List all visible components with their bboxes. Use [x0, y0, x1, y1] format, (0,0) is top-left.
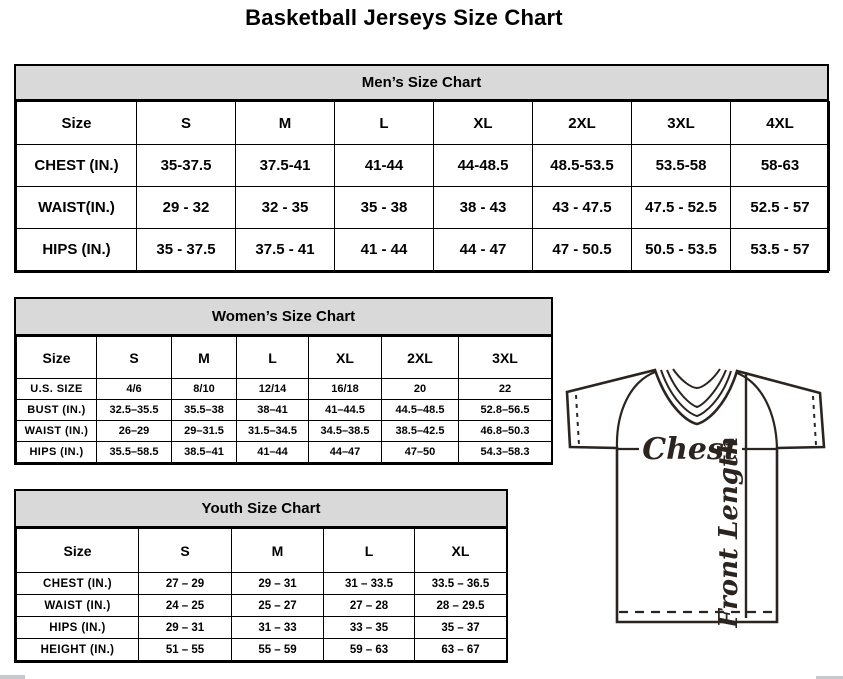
- size-value-cell: 31 – 33: [232, 617, 324, 639]
- row-label: BUST (IN.): [17, 400, 97, 421]
- size-value-cell: 12/14: [237, 379, 309, 400]
- column-header: S: [139, 529, 232, 573]
- table-row: [17, 617, 507, 639]
- table-row: [17, 379, 552, 400]
- row-label: HIPS (IN.): [17, 229, 137, 271]
- size-value-cell: 54.3–58.3: [459, 442, 552, 463]
- row-label: WAIST(IN.): [17, 187, 137, 229]
- size-value-cell: 52.5 - 57: [731, 187, 830, 229]
- column-header: 4XL: [731, 102, 830, 145]
- size-value-cell: 20: [382, 379, 459, 400]
- size-value-cell: 35-37.5: [137, 145, 236, 187]
- corner-header: Size: [17, 529, 139, 573]
- bottom-left-artifact: [0, 675, 25, 679]
- column-header: XL: [415, 529, 507, 573]
- row-label: HEIGHT (IN.): [17, 639, 139, 661]
- size-value-cell: 38 - 43: [434, 187, 533, 229]
- size-value-cell: 25 – 27: [232, 595, 324, 617]
- size-value-cell: 35.5–58.5: [97, 442, 172, 463]
- youth-size-chart: [14, 489, 508, 663]
- size-value-cell: 44-48.5: [434, 145, 533, 187]
- size-value-cell: 52.8–56.5: [459, 400, 552, 421]
- size-value-cell: 59 – 63: [324, 639, 415, 661]
- column-header: L: [324, 529, 415, 573]
- size-value-cell: 38–41: [237, 400, 309, 421]
- column-header: 2XL: [533, 102, 632, 145]
- column-header: L: [335, 102, 434, 145]
- size-value-cell: 31.5–34.5: [237, 421, 309, 442]
- size-value-cell: 58-63: [731, 145, 830, 187]
- youth-chart-header: Youth Size Chart: [16, 491, 506, 528]
- size-value-cell: 29–31.5: [172, 421, 237, 442]
- column-header: S: [137, 102, 236, 145]
- column-header: M: [236, 102, 335, 145]
- size-value-cell: 41–44: [237, 442, 309, 463]
- size-value-cell: 35 - 37.5: [137, 229, 236, 271]
- size-value-cell: 38.5–42.5: [382, 421, 459, 442]
- table-row: [17, 639, 507, 661]
- table-row: [17, 595, 507, 617]
- row-label: U.S. SIZE: [17, 379, 97, 400]
- jersey-measurement-diagram: [556, 360, 840, 628]
- chest-label: Chest: [642, 432, 738, 467]
- size-value-cell: 32.5–35.5: [97, 400, 172, 421]
- size-value-cell: 27 – 29: [139, 573, 232, 595]
- table-row: [17, 442, 552, 463]
- size-value-cell: 55 – 59: [232, 639, 324, 661]
- row-label: HIPS (IN.): [17, 617, 139, 639]
- table-row: [17, 573, 507, 595]
- size-value-cell: 47 - 50.5: [533, 229, 632, 271]
- size-value-cell: 32 - 35: [236, 187, 335, 229]
- row-label: CHEST (IN.): [17, 145, 137, 187]
- column-header: XL: [309, 337, 382, 379]
- size-value-cell: 31 – 33.5: [324, 573, 415, 595]
- size-value-cell: 47.5 - 52.5: [632, 187, 731, 229]
- jersey-outline: [567, 370, 824, 622]
- size-value-cell: 41 - 44: [335, 229, 434, 271]
- column-header: S: [97, 337, 172, 379]
- size-value-cell: 35 - 38: [335, 187, 434, 229]
- column-header: XL: [434, 102, 533, 145]
- size-value-cell: 50.5 - 53.5: [632, 229, 731, 271]
- size-value-cell: 41-44: [335, 145, 434, 187]
- column-header: 3XL: [459, 337, 552, 379]
- mens-chart-header: Men’s Size Chart: [16, 66, 827, 101]
- size-value-cell: 22: [459, 379, 552, 400]
- row-label: WAIST (IN.): [17, 421, 97, 442]
- womens-size-table: [16, 336, 552, 463]
- size-value-cell: 28 – 29.5: [415, 595, 507, 617]
- size-value-cell: 16/18: [309, 379, 382, 400]
- size-value-cell: 29 - 32: [137, 187, 236, 229]
- size-value-cell: 33 – 35: [324, 617, 415, 639]
- table-row: [17, 187, 830, 229]
- column-header: 3XL: [632, 102, 731, 145]
- size-value-cell: 24 – 25: [139, 595, 232, 617]
- size-value-cell: 63 – 67: [415, 639, 507, 661]
- size-value-cell: 44 - 47: [434, 229, 533, 271]
- size-value-cell: 34.5–38.5: [309, 421, 382, 442]
- womens-chart-header: Women’s Size Chart: [16, 299, 551, 336]
- size-value-cell: 53.5-58: [632, 145, 731, 187]
- size-value-cell: 37.5-41: [236, 145, 335, 187]
- row-label: HIPS (IN.): [17, 442, 97, 463]
- size-value-cell: 35.5–38: [172, 400, 237, 421]
- size-value-cell: 29 – 31: [232, 573, 324, 595]
- row-label: CHEST (IN.): [17, 573, 139, 595]
- corner-header: Size: [17, 337, 97, 379]
- corner-header: Size: [17, 102, 137, 145]
- front-length-label: Front Length: [714, 436, 744, 628]
- size-value-cell: 37.5 - 41: [236, 229, 335, 271]
- mens-size-chart: [14, 64, 829, 273]
- row-label: WAIST (IN.): [17, 595, 139, 617]
- table-row: [17, 229, 830, 271]
- column-header: 2XL: [382, 337, 459, 379]
- size-value-cell: 48.5-53.5: [533, 145, 632, 187]
- size-value-cell: 46.8–50.3: [459, 421, 552, 442]
- youth-size-table: [16, 528, 507, 661]
- size-value-cell: 41–44.5: [309, 400, 382, 421]
- size-value-cell: 8/10: [172, 379, 237, 400]
- mens-size-table: [16, 101, 830, 271]
- size-value-cell: 29 – 31: [139, 617, 232, 639]
- size-value-cell: 4/6: [97, 379, 172, 400]
- size-value-cell: 53.5 - 57: [731, 229, 830, 271]
- size-value-cell: 26–29: [97, 421, 172, 442]
- womens-size-chart: [14, 297, 553, 465]
- table-row: [17, 145, 830, 187]
- size-value-cell: 33.5 – 36.5: [415, 573, 507, 595]
- table-row: [17, 400, 552, 421]
- size-value-cell: 35 – 37: [415, 617, 507, 639]
- size-value-cell: 38.5–41: [172, 442, 237, 463]
- column-header: M: [172, 337, 237, 379]
- column-header: M: [232, 529, 324, 573]
- size-value-cell: 44–47: [309, 442, 382, 463]
- size-value-cell: 27 – 28: [324, 595, 415, 617]
- size-value-cell: 51 – 55: [139, 639, 232, 661]
- column-header: L: [237, 337, 309, 379]
- size-value-cell: 44.5–48.5: [382, 400, 459, 421]
- size-value-cell: 47–50: [382, 442, 459, 463]
- page-title: Basketball Jerseys Size Chart: [245, 5, 563, 30]
- table-row: [17, 421, 552, 442]
- size-value-cell: 43 - 47.5: [533, 187, 632, 229]
